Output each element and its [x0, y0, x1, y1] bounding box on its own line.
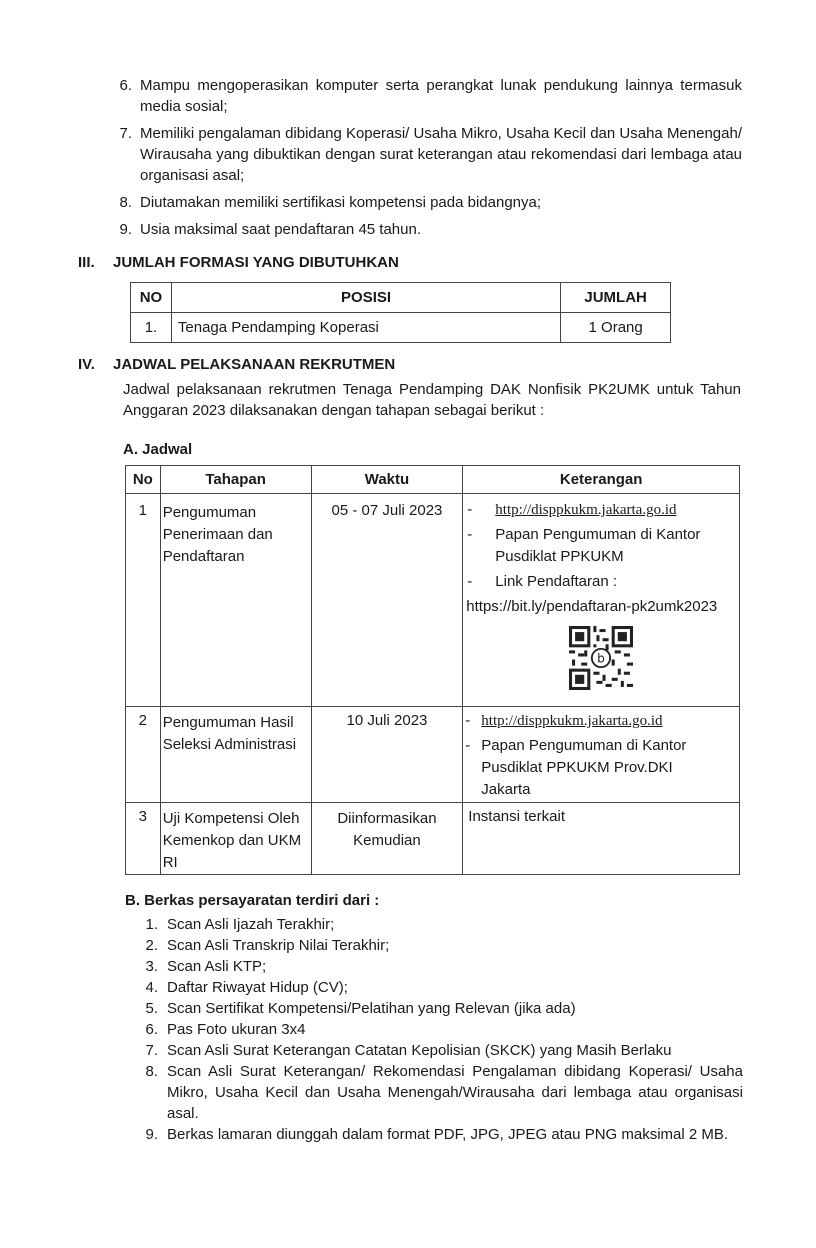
table-row: 2 Pengumuman Hasil Seleksi Administrasi 10 Juli 2023 - http://disppkukm.jakarta.go.id - Papan Pengumuman di Kantor Pusdiklat PPKUKM Prov.DKI Jakarta [126, 707, 740, 803]
table-row: 1 Pengumuman Penerimaan dan Pendaftaran 05 - 07 Juli 2023 - http://disppkukm.jakarta.go.id - Papan Pengumuman di Kantor Pusdiklat PPKUKM - Link Pendaftaran : https://bit.ly/pendaftaran-pk2umk2023 b [126, 494, 740, 707]
section-3-roman: III. [78, 254, 95, 271]
requirements-list [116, 75, 742, 240]
section-4-intro: Jadwal pelaksanaan rekrutmen Tenaga Pendamping DAK Nonfisik PK2UMK untuk Tahun Anggaran 2023 dilaksanakan dengan tahapan sebagai berikut : [123, 381, 741, 419]
keterangan-cell [463, 494, 740, 707]
list-item: 8. Diutamakan memiliki sertifikasi kompetensi pada bidangnya; [119, 194, 542, 211]
list-item: 5. Scan Sertifikat Kompetensi/Pelatihan yang Relevan (jika ada) [145, 1000, 576, 1017]
schedule-table [125, 465, 740, 875]
list-item: 1. Scan Asli Ijazah Terakhir; [145, 916, 335, 933]
list-item: 6. Mampu mengoperasikan komputer serta perangkat lunak pendukung lainnya termasuk media sosial; [119, 77, 742, 115]
col-header-jumlah: JUMLAH [561, 283, 671, 313]
qr-code-icon [569, 626, 633, 690]
col-header-keterangan: Keterangan [463, 466, 740, 494]
list-item: 9. Usia maksimal saat pendaftaran 45 tahun. [119, 221, 421, 238]
sub-heading-b: B. Berkas persayaratan terdiri dari : [125, 892, 380, 909]
col-header-posisi: POSISI [171, 283, 560, 313]
berkas-list [140, 914, 743, 1145]
keterangan-line: - Link Pendaftaran : [467, 573, 618, 590]
keterangan-line: - Papan Pengumuman di Kantor Pusdiklat PPKUKM [467, 526, 701, 565]
svg-text:b: b [597, 651, 606, 666]
col-header-no: No [126, 466, 161, 494]
keterangan-cell [463, 707, 740, 803]
col-header-waktu: Waktu [311, 466, 463, 494]
keterangan-line: - http://disppkukm.jakarta.go.id [463, 499, 739, 521]
table-row: 1. Tenaga Pendamping Koperasi 1 Orang [131, 313, 671, 343]
list-item: 7. Scan Asli Surat Keterangan Catatan Kepolisian (SKCK) yang Masih Berlaku [145, 1042, 672, 1059]
section-3-title: JUMLAH FORMASI YANG DIBUTUHKAN [113, 254, 399, 271]
list-item: 8. Scan Asli Surat Keterangan/ Rekomendasi Pengalaman dibidang Koperasi/ Usaha Mikro, Usaha Kecil dan Usaha Menengah/Wirausaha dari lembaga atau organisasi asal. [145, 1063, 743, 1122]
sub-heading-a: A. Jadwal [123, 441, 193, 458]
list-item: 7. Memiliki pengalaman dibidang Koperasi/ Usaha Mikro, Usaha Kecil dan Usaha Menengah/ Wirausaha yang dibuktikan dengan surat keterangan atau rekomendasi dari lembaga atau organisasi asal; [119, 125, 742, 184]
list-item: 6. Pas Foto ukuran 3x4 [145, 1021, 306, 1038]
col-header-no: NO [131, 283, 172, 313]
registration-link[interactable]: https://bit.ly/pendaftaran-pk2umk2023 [466, 598, 718, 615]
formasi-table [130, 282, 671, 343]
section-4-roman: IV. [78, 356, 95, 373]
table-row: 3 Uji Kompetensi Oleh Kemenkop dan UKM RI Diinformasikan Kemudian Instansi terkait [126, 803, 740, 875]
keterangan-line: - http://disppkukm.jakarta.go.id [463, 710, 739, 732]
col-header-tahapan: Tahapan [160, 466, 311, 494]
list-item: 3. Scan Asli KTP; [145, 958, 267, 975]
keterangan-line: - Papan Pengumuman di Kantor Pusdiklat PPKUKM Prov.DKI Jakarta [465, 737, 687, 798]
website-link[interactable]: http://disppkukm.jakarta.go.id [481, 713, 663, 729]
list-item: 2. Scan Asli Transkrip Nilai Terakhir; [145, 937, 390, 954]
list-item: 4. Daftar Riwayat Hidup (CV); [145, 979, 348, 996]
list-item: 9. Berkas lamaran diunggah dalam format PDF, JPG, JPEG atau PNG maksimal 2 MB. [145, 1126, 729, 1143]
website-link[interactable]: http://disppkukm.jakarta.go.id [495, 502, 677, 518]
section-4-title: JADWAL PELAKSANAAN REKRUTMEN [113, 356, 396, 373]
